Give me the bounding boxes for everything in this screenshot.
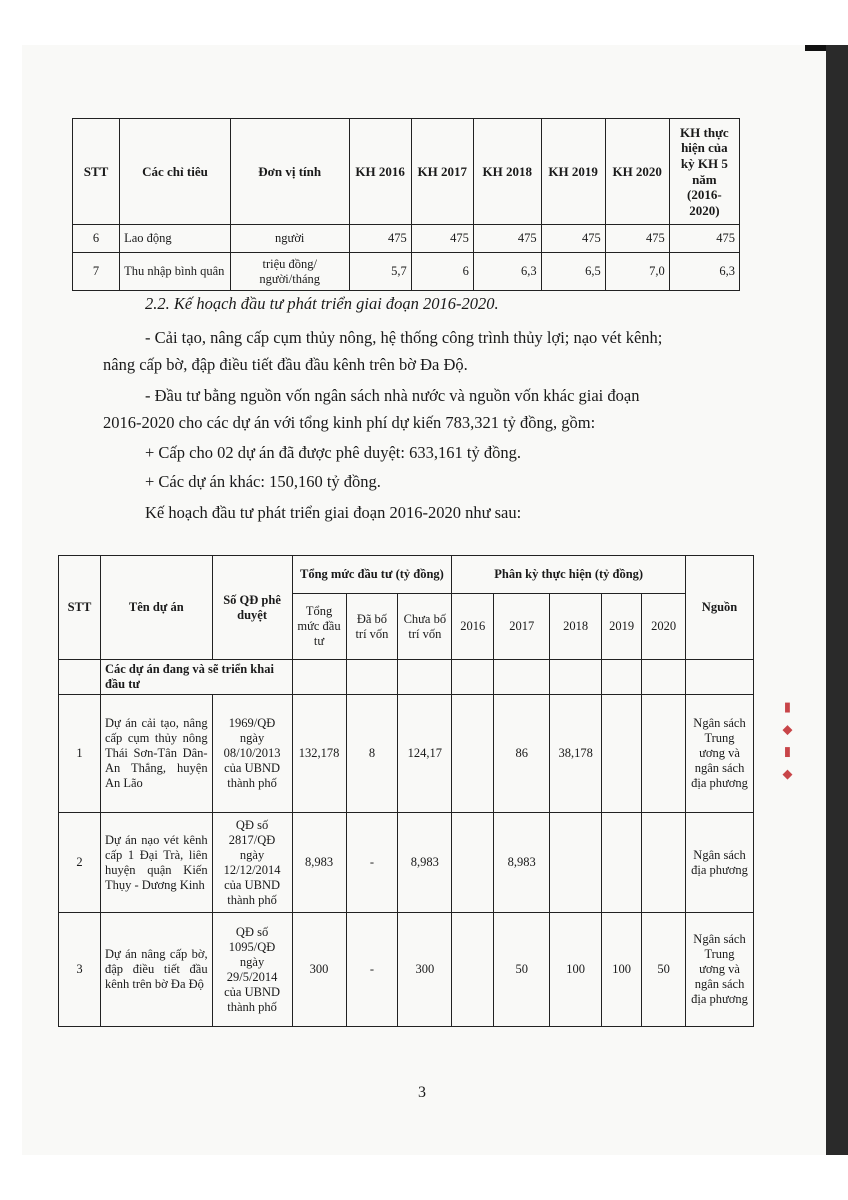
- cell-value: 8,983: [494, 813, 550, 913]
- cell-value: 5,7: [349, 253, 411, 291]
- cell-value: [602, 695, 642, 813]
- col-group-header: Phân kỳ thực hiện (tỷ đồng): [452, 556, 686, 594]
- cell-value: 6,3: [669, 253, 739, 291]
- col-header: KH 2020: [605, 119, 669, 225]
- cell-unit: người: [230, 225, 349, 253]
- cell-stt: 3: [59, 913, 101, 1027]
- col-header: STT: [73, 119, 120, 225]
- col-subheader: 2020: [642, 594, 686, 660]
- cell-name: Lao động: [120, 225, 231, 253]
- cell-value: 38,178: [550, 695, 602, 813]
- table-row: [59, 913, 754, 1027]
- cell-value: [602, 813, 642, 913]
- indicators-table: [72, 118, 740, 291]
- cell-source: Ngân sách địa phương: [686, 813, 754, 913]
- cell-value: 124,17: [398, 695, 452, 813]
- cell-source: Ngân sách Trung ương và ngân sách địa phương: [686, 695, 754, 813]
- cell-value: [452, 913, 494, 1027]
- cell-value: 50: [494, 913, 550, 1027]
- col-header: Số QĐ phê duyệt: [212, 556, 292, 660]
- cell-stt: 2: [59, 813, 101, 913]
- col-header: KH thực hiện của kỳ KH 5 năm (2016-2020): [669, 119, 739, 225]
- cell-unit: triệu đồng/ người/tháng: [230, 253, 349, 291]
- cell-value: 475: [473, 225, 541, 253]
- col-header: Đơn vị tính: [230, 119, 349, 225]
- cell-value: [550, 813, 602, 913]
- cell-value: 8,983: [292, 813, 346, 913]
- table-row: [59, 813, 754, 913]
- cell-value: -: [346, 813, 398, 913]
- col-subheader: Đã bố trí vốn: [346, 594, 398, 660]
- table-row: [59, 695, 754, 813]
- paragraph-line: Kế hoạch đầu tư phát triển giai đoạn 2016-2020 như sau:: [145, 503, 522, 522]
- cell-decision: QĐ số 2817/QĐ ngày 12/12/2014 của UBND thành phố: [212, 813, 292, 913]
- col-header: KH 2019: [541, 119, 605, 225]
- paragraph-line: - Cải tạo, nâng cấp cụm thủy nông, hệ thống công trình thủy lợi; nạo vét kênh;: [145, 328, 663, 347]
- cell-value: [452, 813, 494, 913]
- cell-value: 475: [541, 225, 605, 253]
- cell-value: 6,3: [473, 253, 541, 291]
- cell-value: -: [346, 913, 398, 1027]
- col-subheader: 2019: [602, 594, 642, 660]
- cell-value: 6,5: [541, 253, 605, 291]
- cell-name: Dự án nạo vét kênh cấp 1 Đại Trà, liên huyện quận Kiến Thụy - Dương Kinh: [100, 813, 212, 913]
- cell-value: 50: [642, 913, 686, 1027]
- paragraph-line: - Đầu tư bằng nguồn vốn ngân sách nhà nước và nguồn vốn khác giai đoạn: [145, 386, 640, 405]
- group-label: Các dự án đang và sẽ triển khai đầu tư: [100, 660, 292, 695]
- paragraph-line: 2016-2020 cho các dự án với tổng kinh phí dự kiến 783,321 tỷ đồng, gồm:: [103, 413, 596, 432]
- cell-value: 6: [411, 253, 473, 291]
- cell-value: [452, 695, 494, 813]
- col-header: Các chỉ tiêu: [120, 119, 231, 225]
- cell-stt: 7: [73, 253, 120, 291]
- cell-value: 475: [349, 225, 411, 253]
- group-row: [59, 660, 754, 695]
- cell-value: [642, 695, 686, 813]
- scan-dark-edge: [826, 45, 848, 1155]
- paragraph-line: + Cấp cho 02 dự án đã được phê duyệt: 633,161 tỷ đồng.: [145, 443, 521, 462]
- col-subheader: Tổng mức đầu tư: [292, 594, 346, 660]
- col-header: KH 2018: [473, 119, 541, 225]
- cell-value: 100: [550, 913, 602, 1027]
- cell-value: 86: [494, 695, 550, 813]
- table-row: [73, 225, 740, 253]
- col-subheader: Chưa bố trí vốn: [398, 594, 452, 660]
- col-subheader: 2017: [494, 594, 550, 660]
- cell-value: 475: [605, 225, 669, 253]
- col-header: STT: [59, 556, 101, 660]
- red-stamp-mark: ▮ ◆ ▮ ◆: [781, 700, 796, 784]
- cell-value: 8: [346, 695, 398, 813]
- col-header: Nguồn: [686, 556, 754, 660]
- cell-value: 300: [292, 913, 346, 1027]
- cell-value: 7,0: [605, 253, 669, 291]
- cell-value: 100: [602, 913, 642, 1027]
- cell-decision: 1969/QĐ ngày 08/10/2013 của UBND thành phố: [212, 695, 292, 813]
- page-number: 3: [418, 1084, 426, 1101]
- investment-plan-table: [58, 555, 754, 1027]
- cell-source: Ngân sách Trung ương và ngân sách địa phương: [686, 913, 754, 1027]
- cell-value: 300: [398, 913, 452, 1027]
- cell-value: 132,178: [292, 695, 346, 813]
- col-subheader: 2018: [550, 594, 602, 660]
- cell-value: 8,983: [398, 813, 452, 913]
- scan-dark-corner: [805, 45, 826, 51]
- cell-stt: 1: [59, 695, 101, 813]
- cell-name: Thu nhập bình quân: [120, 253, 231, 291]
- cell-name: Dự án nâng cấp bờ, đập điều tiết đầu kênh trên bờ Đa Độ: [100, 913, 212, 1027]
- cell-decision: QĐ số 1095/QĐ ngày 29/5/2014 của UBND thành phố: [212, 913, 292, 1027]
- table-header-row: [73, 119, 740, 225]
- section-heading: 2.2. Kế hoạch đầu tư phát triển giai đoạn 2016-2020.: [145, 294, 499, 313]
- cell-value: [642, 813, 686, 913]
- cell-name: Dự án cải tạo, nâng cấp cụm thủy nông Thái Sơn-Tân Dân-An Thắng, huyện An Lão: [100, 695, 212, 813]
- paragraph-line: nâng cấp bờ, đập điều tiết đầu đầu kênh trên bờ Đa Độ.: [103, 355, 468, 374]
- col-header: KH 2016: [349, 119, 411, 225]
- cell-value: 475: [669, 225, 739, 253]
- cell-value: 475: [411, 225, 473, 253]
- col-header: KH 2017: [411, 119, 473, 225]
- paragraph-line: + Các dự án khác: 150,160 tỷ đồng.: [145, 472, 381, 491]
- cell-stt: 6: [73, 225, 120, 253]
- col-header: Tên dự án: [100, 556, 212, 660]
- table-header-row: [59, 556, 754, 594]
- col-subheader: 2016: [452, 594, 494, 660]
- col-group-header: Tổng mức đầu tư (tỷ đồng): [292, 556, 452, 594]
- table-row: [73, 253, 740, 291]
